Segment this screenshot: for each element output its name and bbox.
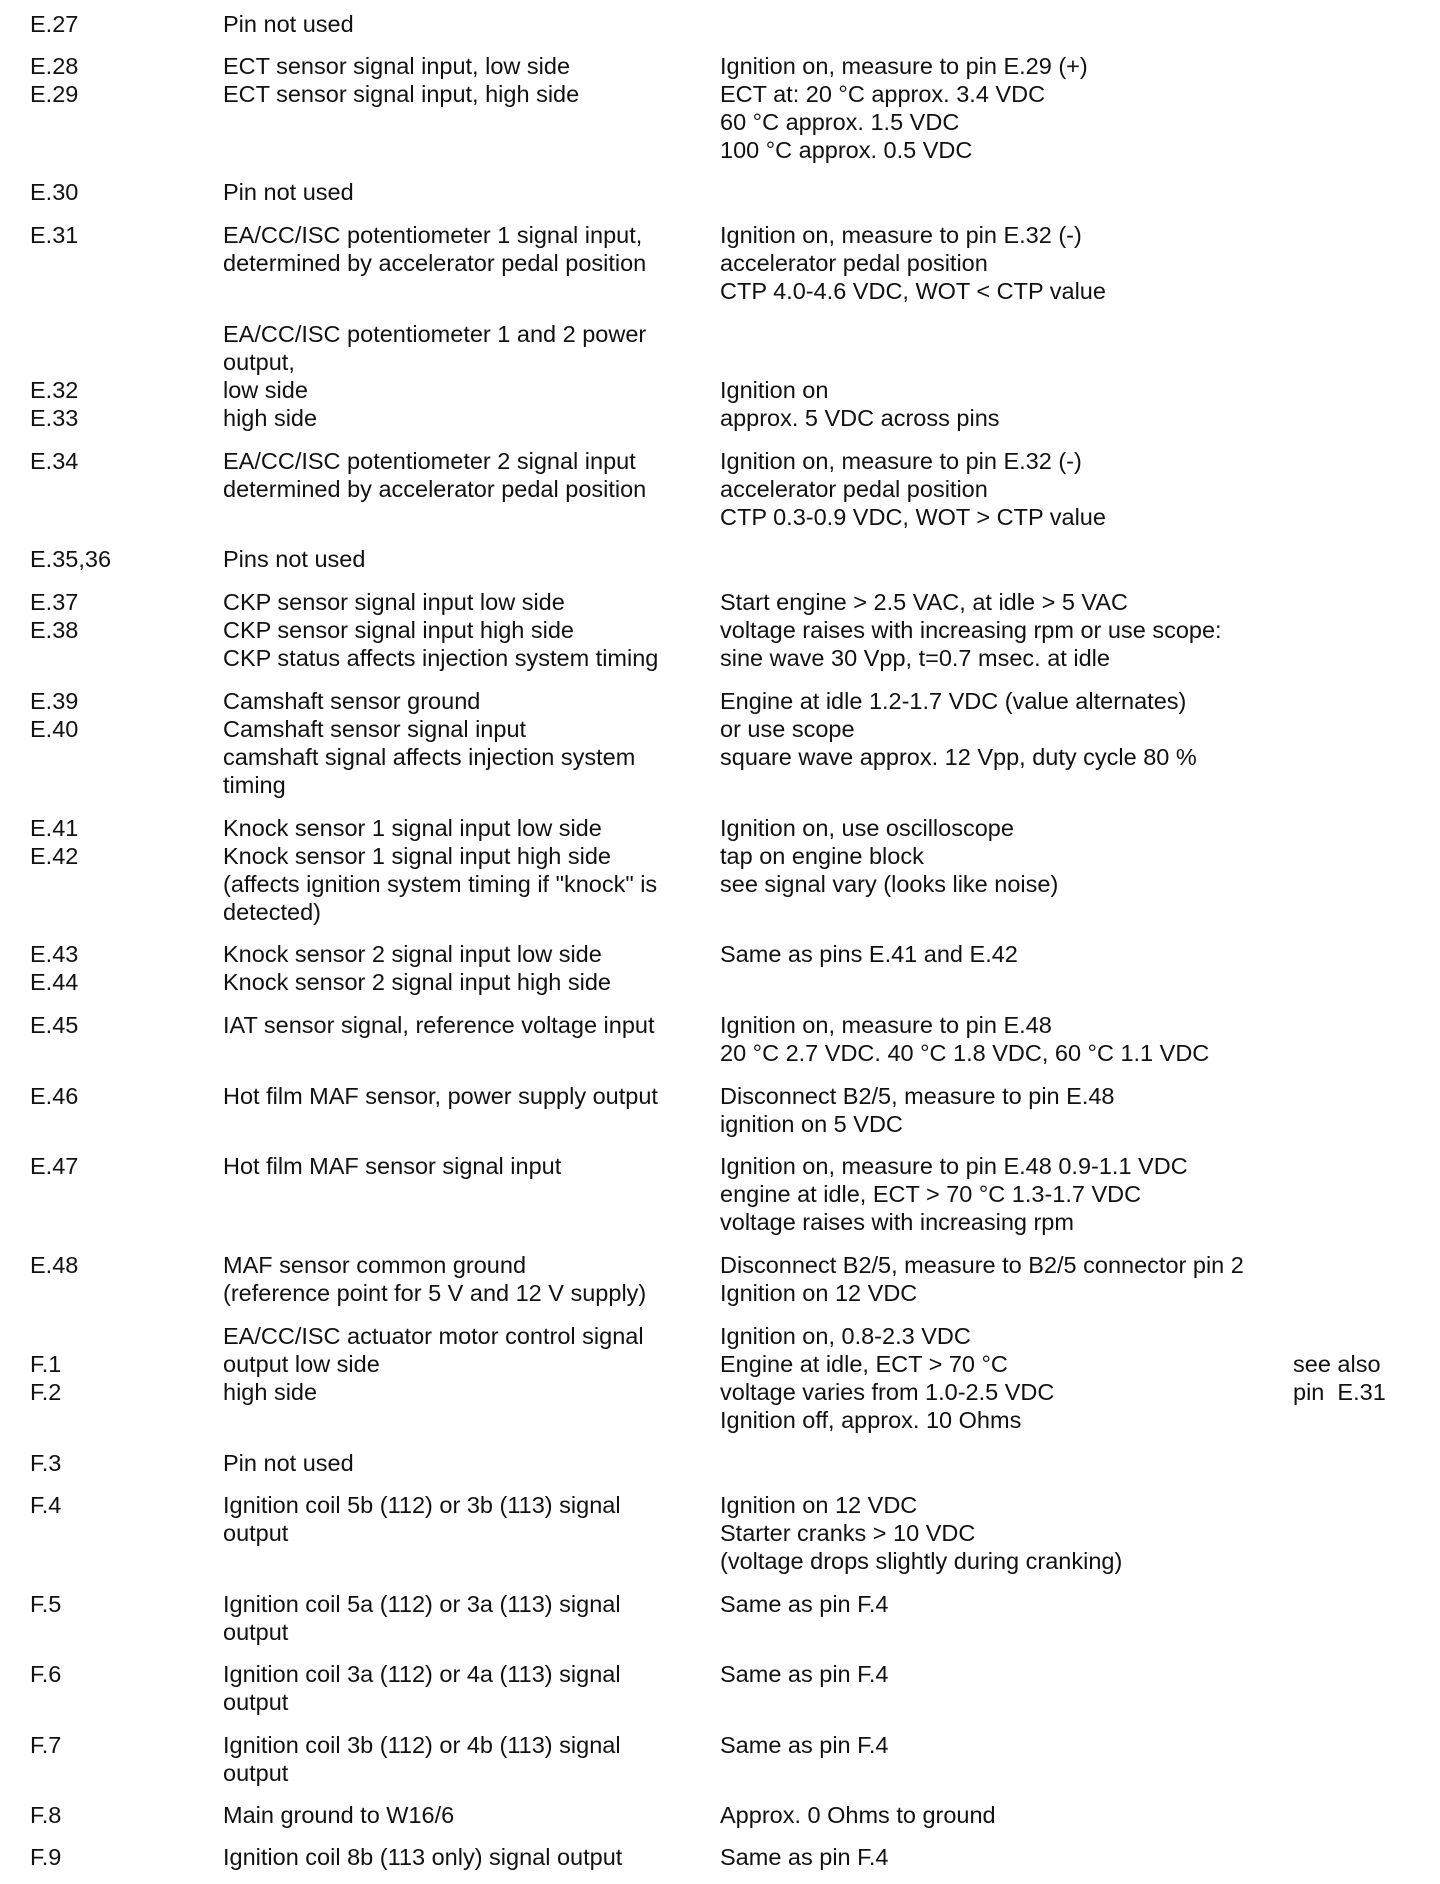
pin-description: Ignition coil 3a (112) or 4a (113) signal output xyxy=(223,1661,621,1715)
pin-id: F.7 xyxy=(30,1732,62,1758)
pin-test-value: Ignition on, 0.8-2.3 VDC Engine at idle, ECT > 70 °C voltage varies from 1.0-2.5 VDC Ignition off, approx. 10 Ohms xyxy=(720,1323,1055,1433)
pin-id: E.34 xyxy=(30,448,79,474)
pin-id: E.32 E.33 xyxy=(30,377,79,431)
pin-test-value: Ignition on, measure to pin E.29 (+) ECT at: 20 °C approx. 3.4 VDC 60 °C approx. 1.5 VDC 100 °C approx. 0.5 VDC xyxy=(720,53,1088,163)
pin-description: CKP sensor signal input low side CKP sensor signal input high side CKP status affects injection system timing xyxy=(223,589,659,671)
pin-id: E.47 xyxy=(30,1153,79,1179)
pin-description: Main ground to W16/6 xyxy=(223,1802,455,1828)
pin-test-value: Approx. 0 Ohms to ground xyxy=(720,1802,996,1828)
pin-description: Ignition coil 8b (113 only) signal output xyxy=(223,1844,623,1870)
pin-test-value: Ignition on, use oscilloscope tap on engine block see signal vary (looks like noise) xyxy=(720,815,1059,897)
pin-id: F.6 xyxy=(30,1661,62,1687)
pin-id: E.35,36 xyxy=(30,546,112,572)
pin-description: ECT sensor signal input, low side ECT sensor signal input, high side xyxy=(223,53,580,107)
pin-description: Ignition coil 3b (112) or 4b (113) signal output xyxy=(223,1732,621,1786)
pin-description: Pin not used xyxy=(223,11,354,37)
pin-test-value: Ignition on approx. 5 VDC across pins xyxy=(720,377,1000,431)
pin-description: EA/CC/ISC potentiometer 2 signal input determined by accelerator pedal position xyxy=(223,448,647,502)
pin-description: Ignition coil 5b (112) or 3b (113) signal output xyxy=(223,1492,621,1546)
pin-description: EA/CC/ISC actuator motor control signal output low side high side xyxy=(223,1323,644,1405)
pin-id: F.1 F.2 xyxy=(30,1351,62,1405)
pin-test-value: Disconnect B2/5, measure to pin E.48 ignition on 5 VDC xyxy=(720,1083,1115,1137)
pin-description: Hot film MAF sensor, power supply output xyxy=(223,1083,658,1109)
pin-description: Ignition coil 5a (112) or 3a (113) signal output xyxy=(223,1591,621,1645)
pin-id: E.28 E.29 xyxy=(30,53,79,107)
pin-description: EA/CC/ISC potentiometer 1 and 2 power output, low side high side xyxy=(223,321,647,431)
pin-test-value: Engine at idle 1.2-1.7 VDC (value alternates) or use scope square wave approx. 12 Vpp, duty cycle 80 % xyxy=(720,688,1197,770)
pin-description: Pins not used xyxy=(223,546,366,572)
pin-id: E.39 E.40 xyxy=(30,688,79,742)
pin-description: EA/CC/ISC potentiometer 1 signal input, determined by accelerator pedal position xyxy=(223,222,647,276)
pin-id: E.43 E.44 xyxy=(30,941,79,995)
pin-test-value: Ignition on, measure to pin E.32 (-) accelerator pedal position CTP 0.3-0.9 VDC, WOT > CTP value xyxy=(720,448,1106,530)
pin-test-value: Same as pin F.4 xyxy=(720,1591,889,1617)
pin-id: F.5 xyxy=(30,1591,62,1617)
pin-test-value: Same as pin F.4 xyxy=(720,1844,889,1870)
pin-test-value: Ignition on 12 VDC Starter cranks > 10 VDC (voltage drops slightly during cranking) xyxy=(720,1492,1123,1574)
pin-id: E.30 xyxy=(30,179,79,205)
pin-test-value: Same as pin F.4 xyxy=(720,1661,889,1687)
pin-test-value: Ignition on, measure to pin E.32 (-) accelerator pedal position CTP 4.0-4.6 VDC, WOT < CTP value xyxy=(720,222,1106,304)
pin-id: E.41 E.42 xyxy=(30,815,79,869)
pin-id: F.8 xyxy=(30,1802,62,1828)
pin-description: Knock sensor 1 signal input low side Knock sensor 1 signal input high side (affects ignition system timing if "knock" is detected) xyxy=(223,815,658,925)
pin-description: Pin not used xyxy=(223,1450,354,1476)
pin-test-value: Disconnect B2/5, measure to B2/5 connector pin 2 Ignition on 12 VDC xyxy=(720,1252,1244,1306)
pin-id: E.45 xyxy=(30,1012,79,1038)
pin-description: Pin not used xyxy=(223,179,354,205)
pin-id: E.27 xyxy=(30,11,79,37)
pin-id: F.3 xyxy=(30,1450,62,1476)
pin-test-value: Same as pin F.4 xyxy=(720,1732,889,1758)
pin-id: F.9 xyxy=(30,1844,62,1870)
pin-test-value: Ignition on, measure to pin E.48 20 °C 2.7 VDC. 40 °C 1.8 VDC, 60 °C 1.1 VDC xyxy=(720,1012,1210,1066)
pin-id: E.48 xyxy=(30,1252,79,1278)
pin-description: Hot film MAF sensor signal input xyxy=(223,1153,562,1179)
pin-description: Knock sensor 2 signal input low side Knock sensor 2 signal input high side xyxy=(223,941,611,995)
pin-test-value: Ignition on, measure to pin E.48 0.9-1.1 VDC engine at idle, ECT > 70 °C 1.3-1.7 VDC voltage raises with increasing rpm xyxy=(720,1153,1188,1235)
pin-test-value: Same as pins E.41 and E.42 xyxy=(720,941,1018,967)
pin-description: Camshaft sensor ground Camshaft sensor signal input camshaft signal affects injection system timing xyxy=(223,688,636,798)
pin-id: E.31 xyxy=(30,222,79,248)
pin-description: IAT sensor signal, reference voltage input xyxy=(223,1012,655,1038)
pin-note: see also pin E.31 xyxy=(1293,1351,1386,1405)
pin-test-value: Start engine > 2.5 VAC, at idle > 5 VAC voltage raises with increasing rpm or use scope: sine wave 30 Vpp, t=0.7 msec. at idle xyxy=(720,589,1222,671)
pin-id: E.37 E.38 xyxy=(30,589,79,643)
pin-id: E.46 xyxy=(30,1083,79,1109)
pin-id: F.4 xyxy=(30,1492,62,1518)
pin-description: MAF sensor common ground (reference point for 5 V and 12 V supply) xyxy=(223,1252,647,1306)
